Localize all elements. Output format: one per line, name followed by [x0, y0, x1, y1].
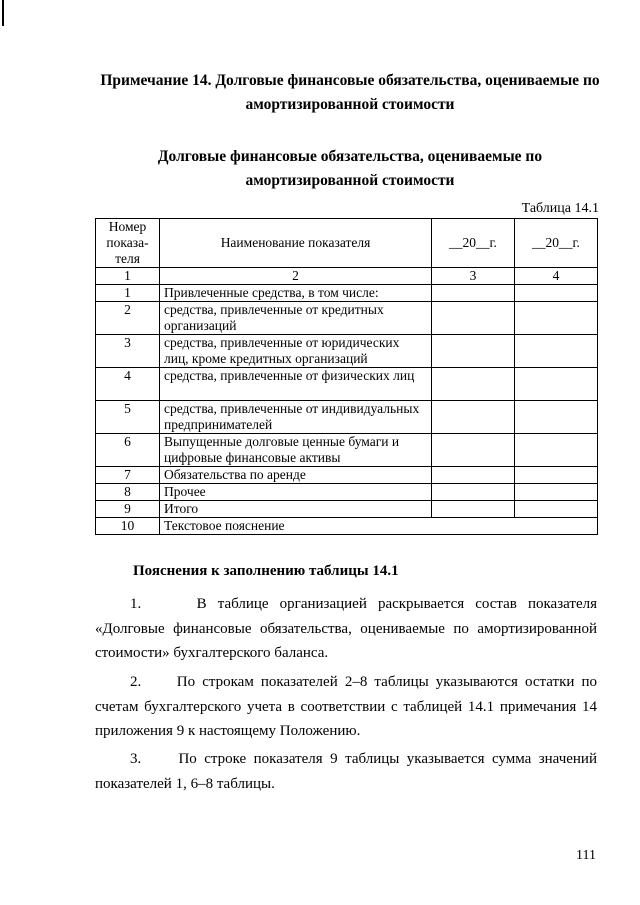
page-number: 111: [576, 848, 596, 863]
value-cell: [515, 501, 598, 518]
header-name: Наименование показателя: [160, 219, 432, 268]
row-name: Выпущенные долговые ценные бумаги и цифровые финансовые активы: [160, 434, 432, 467]
paragraph-number: 3.: [130, 751, 142, 767]
column-index: 1: [96, 268, 160, 285]
value-cell: [515, 285, 598, 302]
explanation-paragraph: [95, 747, 597, 796]
value-cell: [515, 467, 598, 484]
scan-edge-mark: [2, 0, 4, 26]
paragraph-text: В таблице организацией раскрывается состав показателя «Долговые финансовые обязательства, оцениваемые по амортизированной стоимости» бухгалтерского баланса.: [95, 596, 597, 661]
value-cell: [515, 302, 598, 335]
paragraph-text: По строкам показателей 2–8 таблицы указываются остатки по счетам бухгалтерского учета в соответствии с таблицей 14.1 примечания 14 приложения 9 к настоящему Положению.: [95, 674, 598, 739]
column-index: 4: [515, 268, 598, 285]
header-year-1: __20__г.: [432, 219, 515, 268]
value-cell: [515, 368, 598, 401]
header-year-2: __20__г.: [515, 219, 598, 268]
value-cell: [515, 335, 598, 368]
explanations-title: Пояснения к заполнению таблицы 14.1: [133, 563, 399, 579]
header-number: Номер показа-теля: [96, 219, 160, 268]
row-name: средства, привлеченные от индивидуальных предпринимателей: [160, 401, 432, 434]
row-number: 6: [96, 434, 160, 467]
column-index: 3: [432, 268, 515, 285]
row-number: 10: [96, 518, 160, 535]
value-cell: [432, 368, 515, 401]
value-cell: [432, 285, 515, 302]
row-name: Текстовое пояснение: [160, 518, 598, 535]
row-name: Итого: [160, 501, 432, 518]
value-cell: [432, 401, 515, 434]
row-number: 7: [96, 467, 160, 484]
table-heading: Долговые финансовые обязательства, оцениваемые по амортизированной стоимости: [157, 148, 543, 189]
row-number: 4: [96, 368, 160, 401]
table-row: [96, 285, 598, 302]
table-row: [96, 484, 598, 501]
column-index: 2: [160, 268, 432, 285]
table-row: [96, 401, 598, 434]
table-row: [96, 434, 598, 467]
row-name: Прочее: [160, 484, 432, 501]
value-cell: [432, 501, 515, 518]
paragraph-number: 1.: [130, 596, 142, 612]
table-header-row: [96, 219, 598, 268]
row-name: средства, привлеченные от кредитных организаций: [160, 302, 432, 335]
data-table: [95, 218, 598, 535]
table-row: [96, 302, 598, 335]
table-row: [96, 368, 598, 401]
table-row: [96, 518, 598, 535]
value-cell: [432, 484, 515, 501]
row-number: 9: [96, 501, 160, 518]
value-cell: [432, 467, 515, 484]
table-caption: Таблица 14.1: [521, 201, 599, 216]
paragraph-text: По строке показателя 9 таблицы указывается сумма значений показателей 1, 6–8 таблицы.: [95, 751, 597, 792]
row-name: Привлеченные средства, в том числе:: [160, 285, 432, 302]
explanation-paragraph: [95, 670, 597, 744]
row-number: 1: [96, 285, 160, 302]
paragraph-number: 2.: [130, 674, 142, 690]
row-name: средства, привлеченные от юридических лиц, кроме кредитных организаций: [160, 335, 432, 368]
column-index-row: [96, 268, 598, 285]
row-number: 5: [96, 401, 160, 434]
value-cell: [515, 484, 598, 501]
row-number: 3: [96, 335, 160, 368]
value-cell: [432, 434, 515, 467]
value-cell: [515, 434, 598, 467]
row-name: Обязательства по аренде: [160, 467, 432, 484]
table-row: [96, 501, 598, 518]
row-number: 2: [96, 302, 160, 335]
table-row: [96, 467, 598, 484]
row-number: 8: [96, 484, 160, 501]
value-cell: [432, 335, 515, 368]
explanation-paragraph: [95, 592, 597, 666]
value-cell: [432, 302, 515, 335]
value-cell: [515, 401, 598, 434]
note-heading: Примечание 14. Долговые финансовые обязательства, оцениваемые по амортизированной стоимости: [100, 72, 600, 113]
row-name: средства, привлеченные от физических лиц: [160, 368, 432, 401]
table-row: [96, 335, 598, 368]
